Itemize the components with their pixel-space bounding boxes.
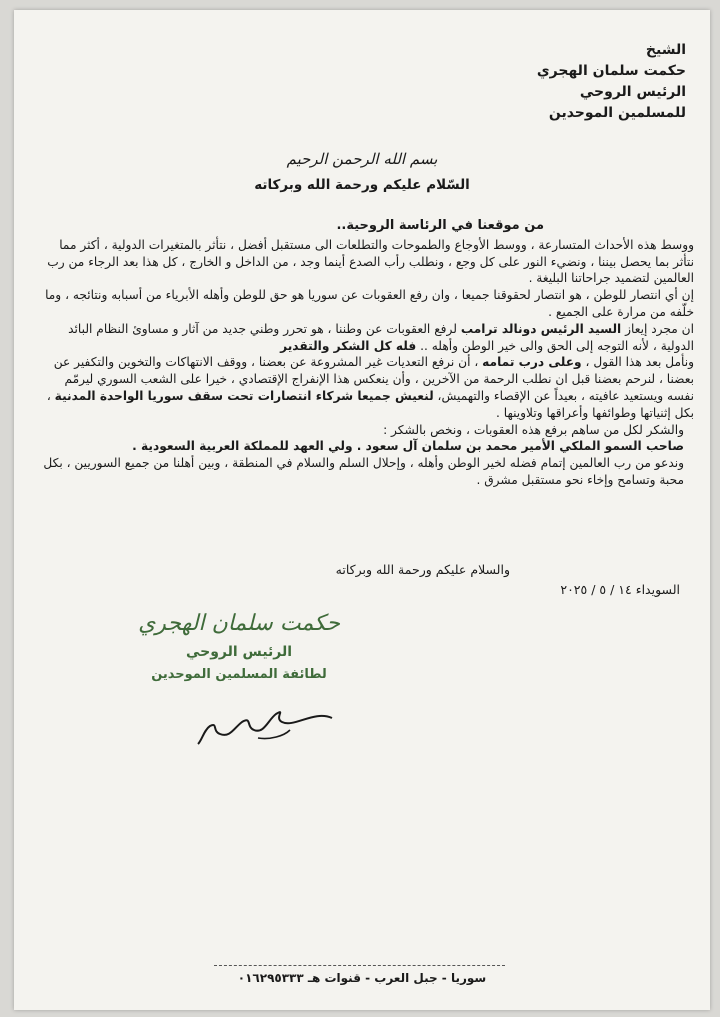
paragraph-1: ووسط هذه الأحداث المتسارعة ، ووسط الأوجاع والطموحات والتطلعات الى مستقبل أفضل ، نتأثر بالمتغيرات الدولية ، أكثر مما نتأثر بما يحصل بيننا ، ونضيء النور على كل وجع ، ونطلب رأب الصدع أينما وجد ، من الداخل و الخارج ، كل هذا بعد الرجاء من رب العالمين لتضميد جراحاتنا البليغة . xyxy=(47,237,694,286)
p4-text-e: ، بكل إثنياتها وطوائفها وأعراقها وتلاوينها . xyxy=(46,388,694,420)
stamp-org: لطائفة المسلمين الموحدين xyxy=(151,667,327,682)
p3-text-c: لرفع العقوبات عن وطننا ، هو تحرر وطني جديد من آثار و مساوئ النظام البائد الدولية ، لأنه التوجه إلى الحق والى خير الوطن وأهله .. xyxy=(68,321,694,353)
paragraph-4 xyxy=(36,354,694,421)
date-line: السويداء ١٤ / ٥ / ٢٠٢٥ xyxy=(560,582,680,597)
basmala: بسم الله الرحمن الرحيم xyxy=(286,150,438,168)
paragraph-7: وندعو من رب العالمين إتمام فضله لخير الوطن وأهله ، وإحلال السلم والسلام في المنطقة ، وبين أهلنا من جميع السوريين ، بكل محبة وتسامح وإخاء نحو مستقبل مشرق . xyxy=(43,456,684,487)
letterhead-community: للمسلمين الموحدين xyxy=(548,105,686,121)
letterhead xyxy=(537,40,686,124)
paragraph-3 xyxy=(36,321,694,355)
paragraph-6: صاحب السمو الملكي الأمير محمد بن سلمان آل سعود . ولي العهد للمملكة العربية السعودية . xyxy=(132,439,684,454)
letter-sheet xyxy=(14,10,710,1010)
p3-thanks: فله كل الشكر والتقدير xyxy=(280,338,417,353)
letter-body xyxy=(36,218,694,489)
p4-emphasis-2: لنعيش جميعا شركاء انتصارات تحت سقف سوريا الواحدة المدنية xyxy=(54,388,434,403)
p4-emphasis-1: وعلى درب تمامه xyxy=(482,355,582,370)
footer-divider xyxy=(214,965,505,966)
official-stamp xyxy=(134,606,344,688)
letterhead-title: الشيخ xyxy=(645,42,686,58)
handwritten-signature xyxy=(194,700,344,750)
letterhead-position: الرئيس الروحي xyxy=(579,84,686,100)
opening-greeting: السّلام عليكم ورحمة الله وبركاته xyxy=(254,177,470,193)
p4-text-c: ، أن نرفع التعديات غير المشروعة عن بعضنا ، ووقف الانتهاكات والتخوين والتكفير عن بعضنا ، لنرحم بعضنا قبل ان نطلب الرحمة من الآخرين ، وأن ينعكس هذا الإنفراج الإقتصادي ، خيرا على الشعب السوري ليرمّم نفسه ويستعيد عافيته ، بعيداً عن الإقصاء والتهميش، xyxy=(53,355,694,403)
paragraph-5: والشكر لكل من ساهم برفع هذه العقوبات ، ونخص بالشكر : xyxy=(383,422,684,437)
intro-line: من موقعنا في الرئاسة الروحية.. xyxy=(336,218,544,233)
p3-president-name: السيد الرئيس دونالد ترامب xyxy=(460,321,622,336)
stamp-title: الرئيس الروحي xyxy=(185,644,293,660)
p4-text-a: ونأمل بعد هذا القول ، xyxy=(581,355,694,370)
closing-greeting: والسلام عليكم ورحمة الله وبركاته xyxy=(335,562,510,577)
p3-text-a: ان مجرد إيعاز xyxy=(621,321,694,336)
footer-address: سوريا - جبل العرب - قنوات هـ ٠١٦٢٩٥٣٣٣ xyxy=(237,971,487,985)
stamp-name: حكمت سلمان الهجري xyxy=(138,611,340,636)
paragraph-2: إن أي انتصار للوطن ، هو انتصار لحقوقنا جميعا ، وان رفع العقوبات عن سوريا هو حق للوطن وأهله الأبرياء من أسبابه ونتائجه ، وما خلّفه من مرارة على الجميع . xyxy=(45,288,694,319)
letterhead-name: حكمت سلمان الهجري xyxy=(536,63,686,79)
